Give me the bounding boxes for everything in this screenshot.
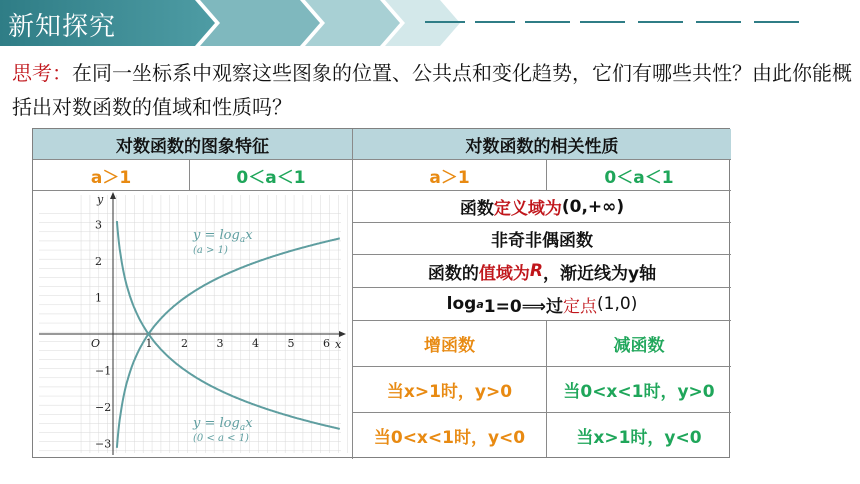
range-property <box>353 255 731 288</box>
y-tick-label: −3 <box>95 437 112 451</box>
domain-red: 定义域为 <box>493 199 562 219</box>
increasing-label: 增函数 <box>353 321 547 367</box>
domain-property <box>353 191 731 223</box>
domain-pre: 函数 <box>459 199 494 219</box>
x-tick-label: 2 <box>181 337 188 350</box>
right-header: 对数函数的相关性质 <box>353 129 731 160</box>
header-banner <box>0 0 860 46</box>
fixed-point-property <box>353 288 731 321</box>
question-body: 在同一坐标系中观察这些图象的位置、公共点和变化趋势，它们有哪些共性？由此你能概括出对数函数的值域和性质吗？ <box>12 61 852 119</box>
graph-cell <box>33 191 353 459</box>
fixed-val: (1,0) <box>597 294 638 314</box>
left-header: 对数函数的图象特征 <box>33 129 353 160</box>
fixed-sub: a <box>476 297 484 311</box>
x-tick-label: 6 <box>323 337 330 350</box>
series-label-2: $y = \log_ax$ <box>193 416 253 434</box>
domain-val: (0,+∞) <box>561 196 625 217</box>
y-tick-label: −2 <box>95 401 112 414</box>
y-axis-arrow <box>110 192 116 199</box>
question-lead: 思考： <box>12 61 72 85</box>
origin-label: O <box>91 337 101 350</box>
question-text <box>12 56 852 124</box>
range-R: R <box>529 261 543 281</box>
y-tick-label: 2 <box>95 255 102 268</box>
x-tick-label: 3 <box>216 337 224 350</box>
x-tick-label: 1 <box>145 337 153 350</box>
increasing-case-2: 当0<x<1时，y<0 <box>353 413 547 457</box>
series-label-1: $y = \log_ax$ <box>193 228 253 246</box>
y-tick-label: 3 <box>95 218 102 232</box>
fixed-pre: log <box>446 294 477 314</box>
banner-background <box>0 0 860 46</box>
increasing-case-1: 当x>1时，y>0 <box>353 367 547 413</box>
range-post: ，渐近线为y轴 <box>543 263 657 284</box>
x-axis-label: x <box>335 338 342 351</box>
parity-property: 非奇非偶函数 <box>353 223 731 255</box>
log-chart <box>33 191 351 457</box>
y-axis-label: y <box>97 193 104 206</box>
x-tick-label: 4 <box>252 337 259 350</box>
range-red: 值域为 <box>478 263 530 284</box>
y-tick-label: 1 <box>95 291 102 305</box>
x-axis-arrow <box>339 331 346 337</box>
series-condition-2: (0 < a < 1) <box>193 433 249 445</box>
curve-series-2 <box>117 221 340 429</box>
y-tick-label: −1 <box>95 364 112 378</box>
x-tick-label: 5 <box>287 337 295 350</box>
banner-title: 新知探究 <box>8 12 117 42</box>
cond-left-a-lt-1: 0＜a＜1 <box>190 160 353 191</box>
fixed-mid: 1=0⟹过 <box>483 296 564 317</box>
decreasing-case-2: 当x>1时，y<0 <box>576 427 702 448</box>
decreasing-label: 减函数 <box>547 321 731 367</box>
cond-left-a-gt-1: a＞1 <box>33 160 190 191</box>
range-pre: 函数的 <box>427 263 479 284</box>
properties-table <box>32 128 730 458</box>
decreasing-case-1: 当0<x<1时，y>0 <box>547 367 731 413</box>
cond-right-a-gt-1: a＞1 <box>353 160 547 191</box>
fixed-red: 定点 <box>563 296 598 317</box>
series-condition-1: (a > 1) <box>193 245 228 257</box>
cond-right-a-lt-1: 0＜a＜1 <box>547 160 731 191</box>
